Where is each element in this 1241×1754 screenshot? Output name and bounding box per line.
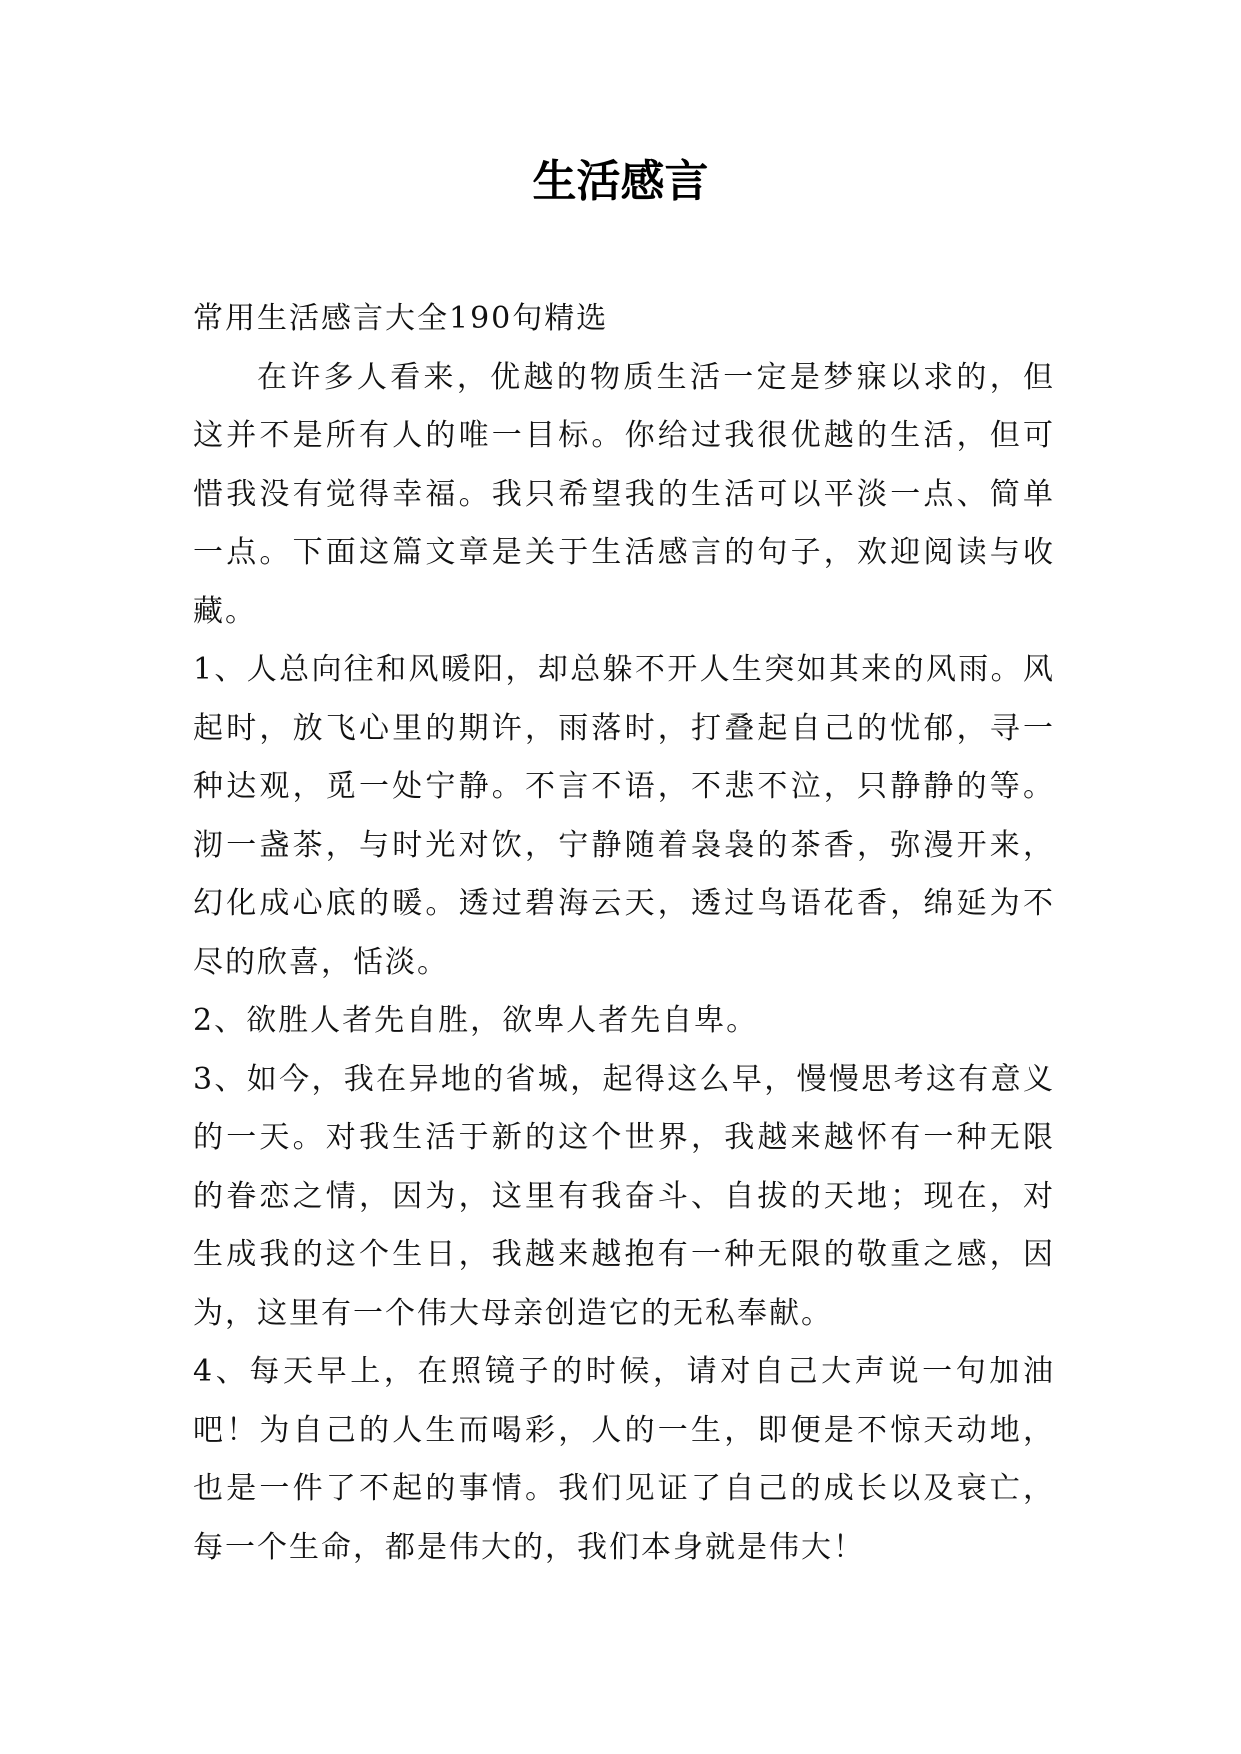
list-item: 2、欲胜人者先自胜，欲卑人者先自卑。 <box>193 1003 759 1038</box>
list-item: 3、如今，我在异地的省城，起得这么早，慢慢思考这有意义的一天。对我生活于新的这个世界，我越来越怀有一种无限的眷恋之情，因为，这里有我奋斗、自拔的天地；现在，对生成我的这个生日，我越来越抱有一种无限的敬重之感，因为，这里有一个伟大母亲创造它的无私奉献。 <box>193 1061 1055 1331</box>
intro-paragraph: 在许多人看来，优越的物质生活一定是梦寐以求的，但这并不是所有人的唯一目标。你给过我很优越的生活，但可惜我没有觉得幸福。我只希望我的生活可以平淡一点、简单一点。下面这篇文章是关于生活感言的句子，欢迎阅读与收藏。 <box>193 359 1055 629</box>
document-body <box>193 290 1055 1577</box>
document-title: 生活感言 <box>532 156 709 207</box>
document-subtitle: 常用生活感言大全190句精选 <box>193 301 609 336</box>
list-item: 4、每天早上，在照镜子的时候，请对自己大声说一句加油吧！为自己的人生而喝彩，人的一生，即便是不惊天动地，也是一件了不起的事情。我们见证了自己的成长以及衰亡，每一个生命，都是伟大的，我们本身就是伟大！ <box>193 1354 1055 1565</box>
list-item: 1、人总向往和风暖阳，却总躲不开人生突如其来的风雨。风起时，放飞心里的期许，雨落时，打叠起自己的忧郁，寻一种达观，觅一处宁静。不言不语，不悲不泣，只静静的等。沏一盏茶，与时光对饮，宁静随着袅袅的茶香，弥漫开来，幻化成心底的暖。透过碧海云天，透过鸟语花香，绵延为不尽的欣喜，恬淡。 <box>193 652 1055 980</box>
